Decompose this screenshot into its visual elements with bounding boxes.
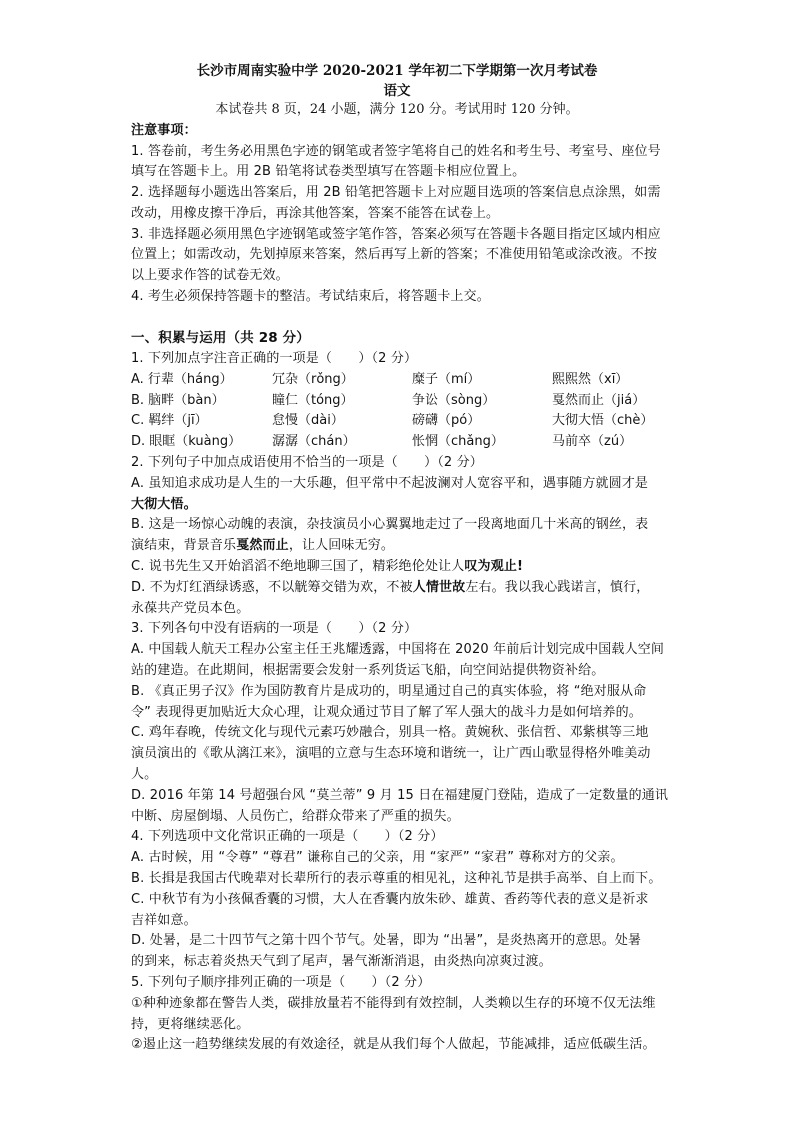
q2-option-b-cont	[131, 537, 394, 555]
q4-line: C. 中秋节有为小孩佩香囊的习惯，大人在香囊内放朱砂、雄黄、香药等代表的意义是祈求	[131, 892, 649, 907]
q1-option-b: B. 脑畔（bàn）	[131, 393, 225, 408]
q1-option-d: D. 眼眶（kuàng）	[131, 434, 242, 449]
question-3-stem: 3. 下列各句中没有语病的一项是（ ）（2 分）	[131, 621, 418, 636]
notes-line: 3. 非选择题必须用黑色字迹钢笔或签字笔作答，答案必须写在答题卡各题目指定区域内相应	[131, 227, 661, 242]
q4-line: A. 古时候，用 “令尊” “尊君” 谦称自己的父亲，用 “家严” “家君” 尊称对方的父亲。	[131, 850, 624, 865]
q1-option-b-word: 瞳仁（tóng）	[272, 393, 354, 408]
q2-option-a-idiom: 大彻大悟。	[131, 497, 197, 512]
notes-heading: 注意事项：	[131, 123, 197, 138]
notes-line: 填写在答题卡上。用 2B 铅笔将试卷类型填写在答题卡相应位置上。	[131, 164, 526, 179]
text: ，让人回味无穷。	[288, 538, 395, 553]
question-2-stem: 2. 下列句子中加点成语使用不恰当的一项是（ ）（2 分）	[131, 455, 483, 470]
q3-line: A. 中国载人航天工程办公室主任王兆耀透露，中国将在 2020 年前后计划完成中国载人空间	[131, 642, 665, 657]
text: C. 说书先生又开始滔滔不绝地聊三国了，精彩绝伦处让人	[131, 559, 465, 574]
q3-line: 站的建造。在此期间，根据需要会发射一系列货运飞船，向空间站提供物资补给。	[131, 663, 605, 678]
text: D. 不为灯红酒绿诱惑，不以觥筹交错为欢，不被	[131, 580, 413, 595]
notes-line: 4. 考生必须保持答题卡的整洁。考试结束后，将答题卡上交。	[131, 289, 490, 304]
q1-option-a-word: 冗杂（rǒng）	[272, 372, 354, 387]
q1-option-b-word: 争讼（sòng）	[412, 393, 496, 408]
q1-option-c-word: 磅礴（pó）	[412, 413, 481, 428]
section-heading: 一、积累与运用（共 28 分）	[131, 330, 310, 346]
text: 演结束，背景音乐	[131, 538, 237, 553]
q4-line: 吉祥如意。	[131, 913, 197, 928]
q3-line: C. 鸡年春晚，传统文化与现代元素巧妙融合，别具一格。黄婉秋、张信哲、邓紫棋等三地	[131, 725, 649, 740]
exam-title: 长沙市周南实验中学 2020-2021 学年初二下学期第一次月考试卷	[196, 63, 598, 79]
q1-option-d-word: 马前卒（zú）	[552, 434, 633, 449]
q5-line: ①种种迹象都在警告人类，碳排放量若不能得到有效控制，人类赖以生存的环境不仅无法维	[131, 996, 656, 1011]
q1-option-a-word: 熙熙然（xī）	[552, 372, 629, 387]
q2-option-c-idiom: 叹为观止!	[464, 559, 524, 574]
question-1-stem: 1. 下列加点字注音正确的一项是（ ）（2 分）	[131, 351, 418, 366]
q3-line: D. 2016 年第 14 号超强台风 “莫兰蒂” 9 月 15 日在福建厦门登陆，造成了一定数量的通讯	[131, 788, 669, 803]
q1-option-c-word: 怠慢（dài）	[272, 413, 344, 428]
exam-info: 本试卷共 8 页，24 小题，满分 120 分。考试用时 120 分钟。	[215, 102, 579, 117]
q1-option-d-word: 怅惘（chǎng）	[412, 434, 504, 449]
q3-line: 演员演出的《歌从漓江来》，演唱的立意与生态环境和谐统一，让广西山歌显得格外唯美动	[131, 746, 651, 761]
q4-line: 的到来，标志着炎热天气到了尾声，暑气渐渐消退，由炎热向凉爽过渡。	[131, 954, 552, 969]
q2-option-c	[131, 558, 523, 576]
q2-option-d	[131, 579, 649, 597]
notes-line: 1. 答卷前，考生务必用黑色字迹的钢笔或者签字笔将自己的姓名和考生号、考室号、座位号	[131, 144, 661, 159]
notes-line: 位置上；如需改动，先划掉原来答案，然后再写上新的答案；不准使用铅笔或涂改液。不按	[131, 247, 658, 262]
q1-option-a-word: 糜子（mí）	[412, 372, 481, 387]
q2-option-d-cont: 永葆共产党员本色。	[131, 601, 250, 616]
question-5-stem: 5. 下列句子顺序排列正确的一项是（ ）（2 分）	[131, 975, 431, 990]
notes-line: 改动，用橡皮擦干净后，再涂其他答案，答案不能答在试卷上。	[131, 206, 500, 221]
q5-line: ②遏止这一趋势继续发展的有效途径，就是从我们每个人做起，节能减排，适应低碳生活。	[131, 1037, 656, 1052]
q5-line: 持，更将继续恶化。	[131, 1017, 250, 1032]
q1-option-d-word: 潺潺（chán）	[272, 434, 356, 449]
q1-option-a: A. 行辈（háng）	[131, 372, 233, 387]
q3-line: 中断、房屋倒塌、人员伤亡，给群众带来了严重的损失。	[131, 809, 460, 824]
q3-line: 令” 表现得更加贴近大众心理，让观众通过节目了解了军人强大的战斗力是如何培养的。	[131, 705, 642, 720]
exam-subject: 语文	[383, 83, 411, 99]
q4-line: B. 长揖是我国古代晚辈对长辈所行的表示尊重的相见礼，这种礼节是拱手高举、自上而下。	[131, 871, 662, 886]
q3-line: B. 《真正男子汉》作为国防教育片是成功的，明星通过自己的真实体验，将 “绝对服从命	[131, 684, 647, 699]
q2-option-b-idiom: 戛然而止	[236, 538, 289, 553]
q2-option-d-idiom: 人情世故	[412, 580, 466, 595]
notes-line: 2. 选择题每小题选出答案后，用 2B 铅笔把答题卡上对应题目选项的答案信息点涂黑，如需	[131, 185, 661, 200]
q2-option-a: A. 虽知追求成功是人生的一大乐趣，但平常中不起波澜对人宽容平和，遇事随方就圆才是	[131, 476, 649, 491]
q3-line: 人。	[131, 767, 158, 782]
q1-option-c: C. 羁绊（jī）	[131, 413, 208, 428]
q4-line: D. 处暑，是二十四节气之第十四个节气。处暑，即为 “出暑”，是炎热离开的意思。处暑	[131, 933, 642, 948]
notes-line: 以上要求作答的试卷无效。	[131, 268, 289, 283]
q1-option-c-word: 大彻大悟（chè）	[552, 413, 654, 428]
text: 左右。我以我心践诺言，慎行，	[465, 580, 650, 595]
q1-option-b-word: 戛然而止（jiá）	[552, 393, 646, 408]
question-4-stem: 4. 下列选项中文化常识正确的一项是（ ）（2 分）	[131, 829, 444, 844]
q2-option-b: B. 这是一场惊心动魄的表演，杂技演员小心翼翼地走过了一段离地面几十米高的钢丝，表	[131, 517, 649, 532]
